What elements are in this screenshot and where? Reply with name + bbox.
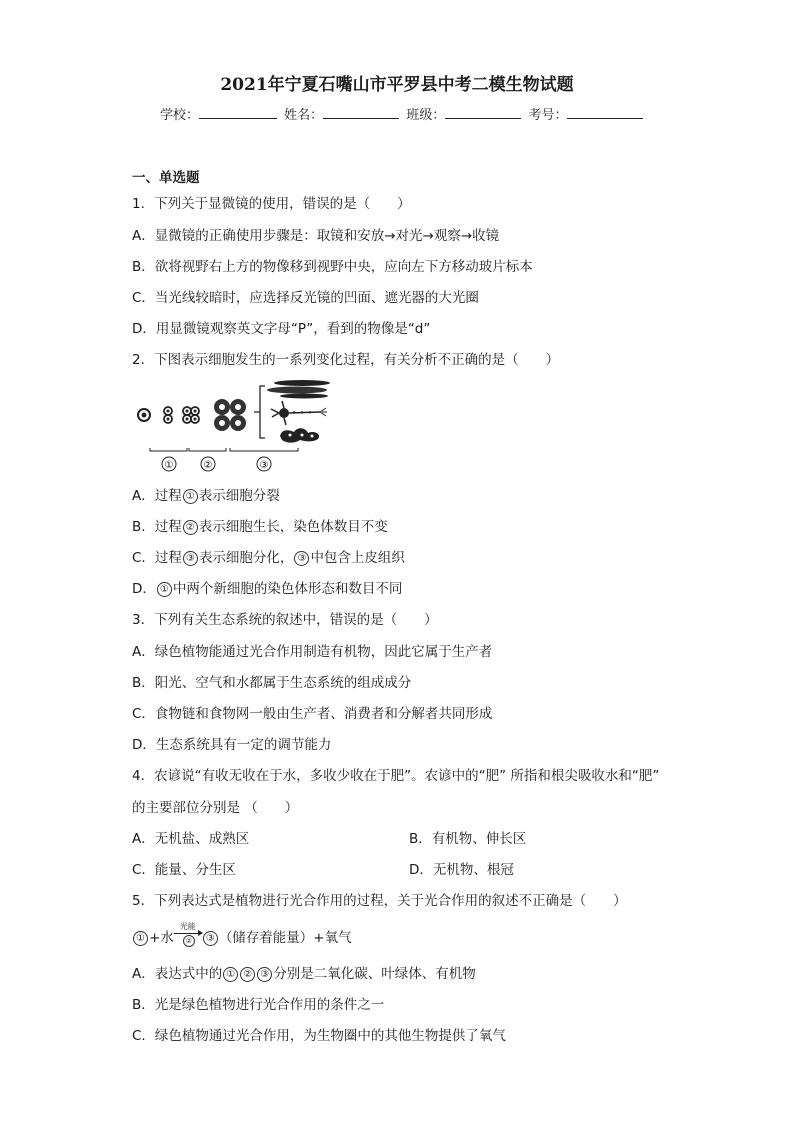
stage-3-bracket	[230, 448, 298, 451]
question-2-stem: 2．下图表示细胞发生的一系列变化过程，有关分析不正确的是（ ）	[132, 352, 560, 368]
question-1-stem: 1．下列关于显微镜的使用，错误的是（ ）	[132, 196, 411, 212]
page-title: 2021年宁夏石嘴山市平罗县中考二模生物试题	[220, 75, 574, 95]
student-info-line	[160, 104, 646, 123]
school-blank[interactable]	[199, 106, 277, 119]
question-1-option-a: A．显微镜的正确使用步骤是：取镜和安放→对光→观察→收镜	[132, 228, 500, 244]
number-label: 考号：	[528, 108, 568, 123]
question-4-option-a: A．无机盐、成熟区	[132, 831, 250, 847]
class-blank[interactable]	[445, 106, 521, 119]
two-cells-icon	[164, 407, 172, 423]
question-4-stem-line-2: 的主要部位分别是 （ ）	[132, 800, 299, 816]
cell-change-diagram	[132, 376, 342, 476]
question-5-option-c: C．绿色植物通过光合作用，为生物圈中的其他生物提供了氧气	[132, 1028, 506, 1044]
question-3-option-c: C．食物链和食物网一般由生产者、消费者和分解者共同形成	[132, 706, 493, 722]
muscle-tissue-icon	[267, 380, 330, 399]
single-cell-icon	[138, 409, 150, 421]
reaction-arrow: $\frac{\text{光能}}{\text{②}}$	[174, 926, 202, 946]
stage-1-bracket	[150, 448, 187, 451]
class-label: 班级：	[406, 108, 446, 123]
question-3-option-b: B．阳光、空气和水都属于生态系统的组成成分	[132, 675, 412, 691]
school-label: 学校：	[160, 108, 200, 123]
stage-1-label: ①	[164, 460, 174, 471]
stage-2-bracket	[189, 448, 226, 451]
name-blank[interactable]	[323, 106, 399, 119]
stage-3-label: ③	[259, 460, 269, 471]
tissue-cluster-icon	[280, 428, 319, 442]
number-blank[interactable]	[567, 106, 643, 119]
four-cells-icon	[183, 407, 199, 423]
question-2-option-b: B．过程 ② 表示细胞生长，染色体数目不变	[132, 519, 388, 535]
question-2-option-d: D． ① 中两个新细胞的染色体形态和数目不同	[132, 581, 403, 597]
question-5-stem: 5．下列表达式是植物进行光合作用的过程，关于光合作用的叙述不正确是（ ）	[132, 893, 627, 909]
question-4-option-d: D．无机物、根冠	[409, 862, 514, 878]
name-label: 姓名：	[284, 108, 324, 123]
question-1-option-b: B．欲将视野右上方的物像移到视野中央，应向左下方移动玻片标本	[132, 259, 533, 275]
stage-2-label: ②	[203, 460, 213, 471]
question-3-option-d: D．生态系统具有一定的调节能力	[132, 737, 332, 753]
section-heading: 一、单选题	[132, 170, 200, 186]
question-2-option-c: C．过程 ③ 表示细胞分化， ③ 中包含上皮组织	[132, 550, 405, 566]
question-4-option-c: C．能量、分生区	[132, 862, 236, 878]
question-2-option-a: A．过程 ① 表示细胞分裂	[132, 488, 280, 504]
question-5-option-a: A．表达式中的 ① ② ③ 分别是二氧化碳、叶绿体、有机物	[132, 966, 476, 982]
question-1-option-d: D．用显微镜观察英文字母“P”，看到的物像是“d”	[132, 321, 431, 337]
question-4-option-b: B．有机物、伸长区	[409, 831, 527, 847]
photosynthesis-equation: ① +水 $\frac{\text{光能}}{\text{②}}$ ③ （储存着能量）+氧气	[132, 926, 352, 946]
neuron-icon	[271, 401, 327, 425]
question-3-option-a: A．绿色植物能通过光合作用制造有机物，因此它属于生产者	[132, 644, 493, 660]
question-5-option-b: B．光是绿色植物进行光合作用的条件之一	[132, 997, 385, 1013]
question-1-option-c: C．当光线较暗时，应选择反光镜的凹面、遮光器的大光圈	[132, 290, 479, 306]
question-3-stem: 3．下列有关生态系统的叙述中，错误的是（ ）	[132, 612, 438, 628]
question-4-stem-line-1: 4．农谚说“有收无收在于水，多收少收在于肥”。农谚中的“肥” 所指和根尖吸收水和“肥”	[132, 768, 660, 784]
grown-cells-icon	[214, 399, 246, 431]
branch-bracket	[254, 386, 265, 438]
